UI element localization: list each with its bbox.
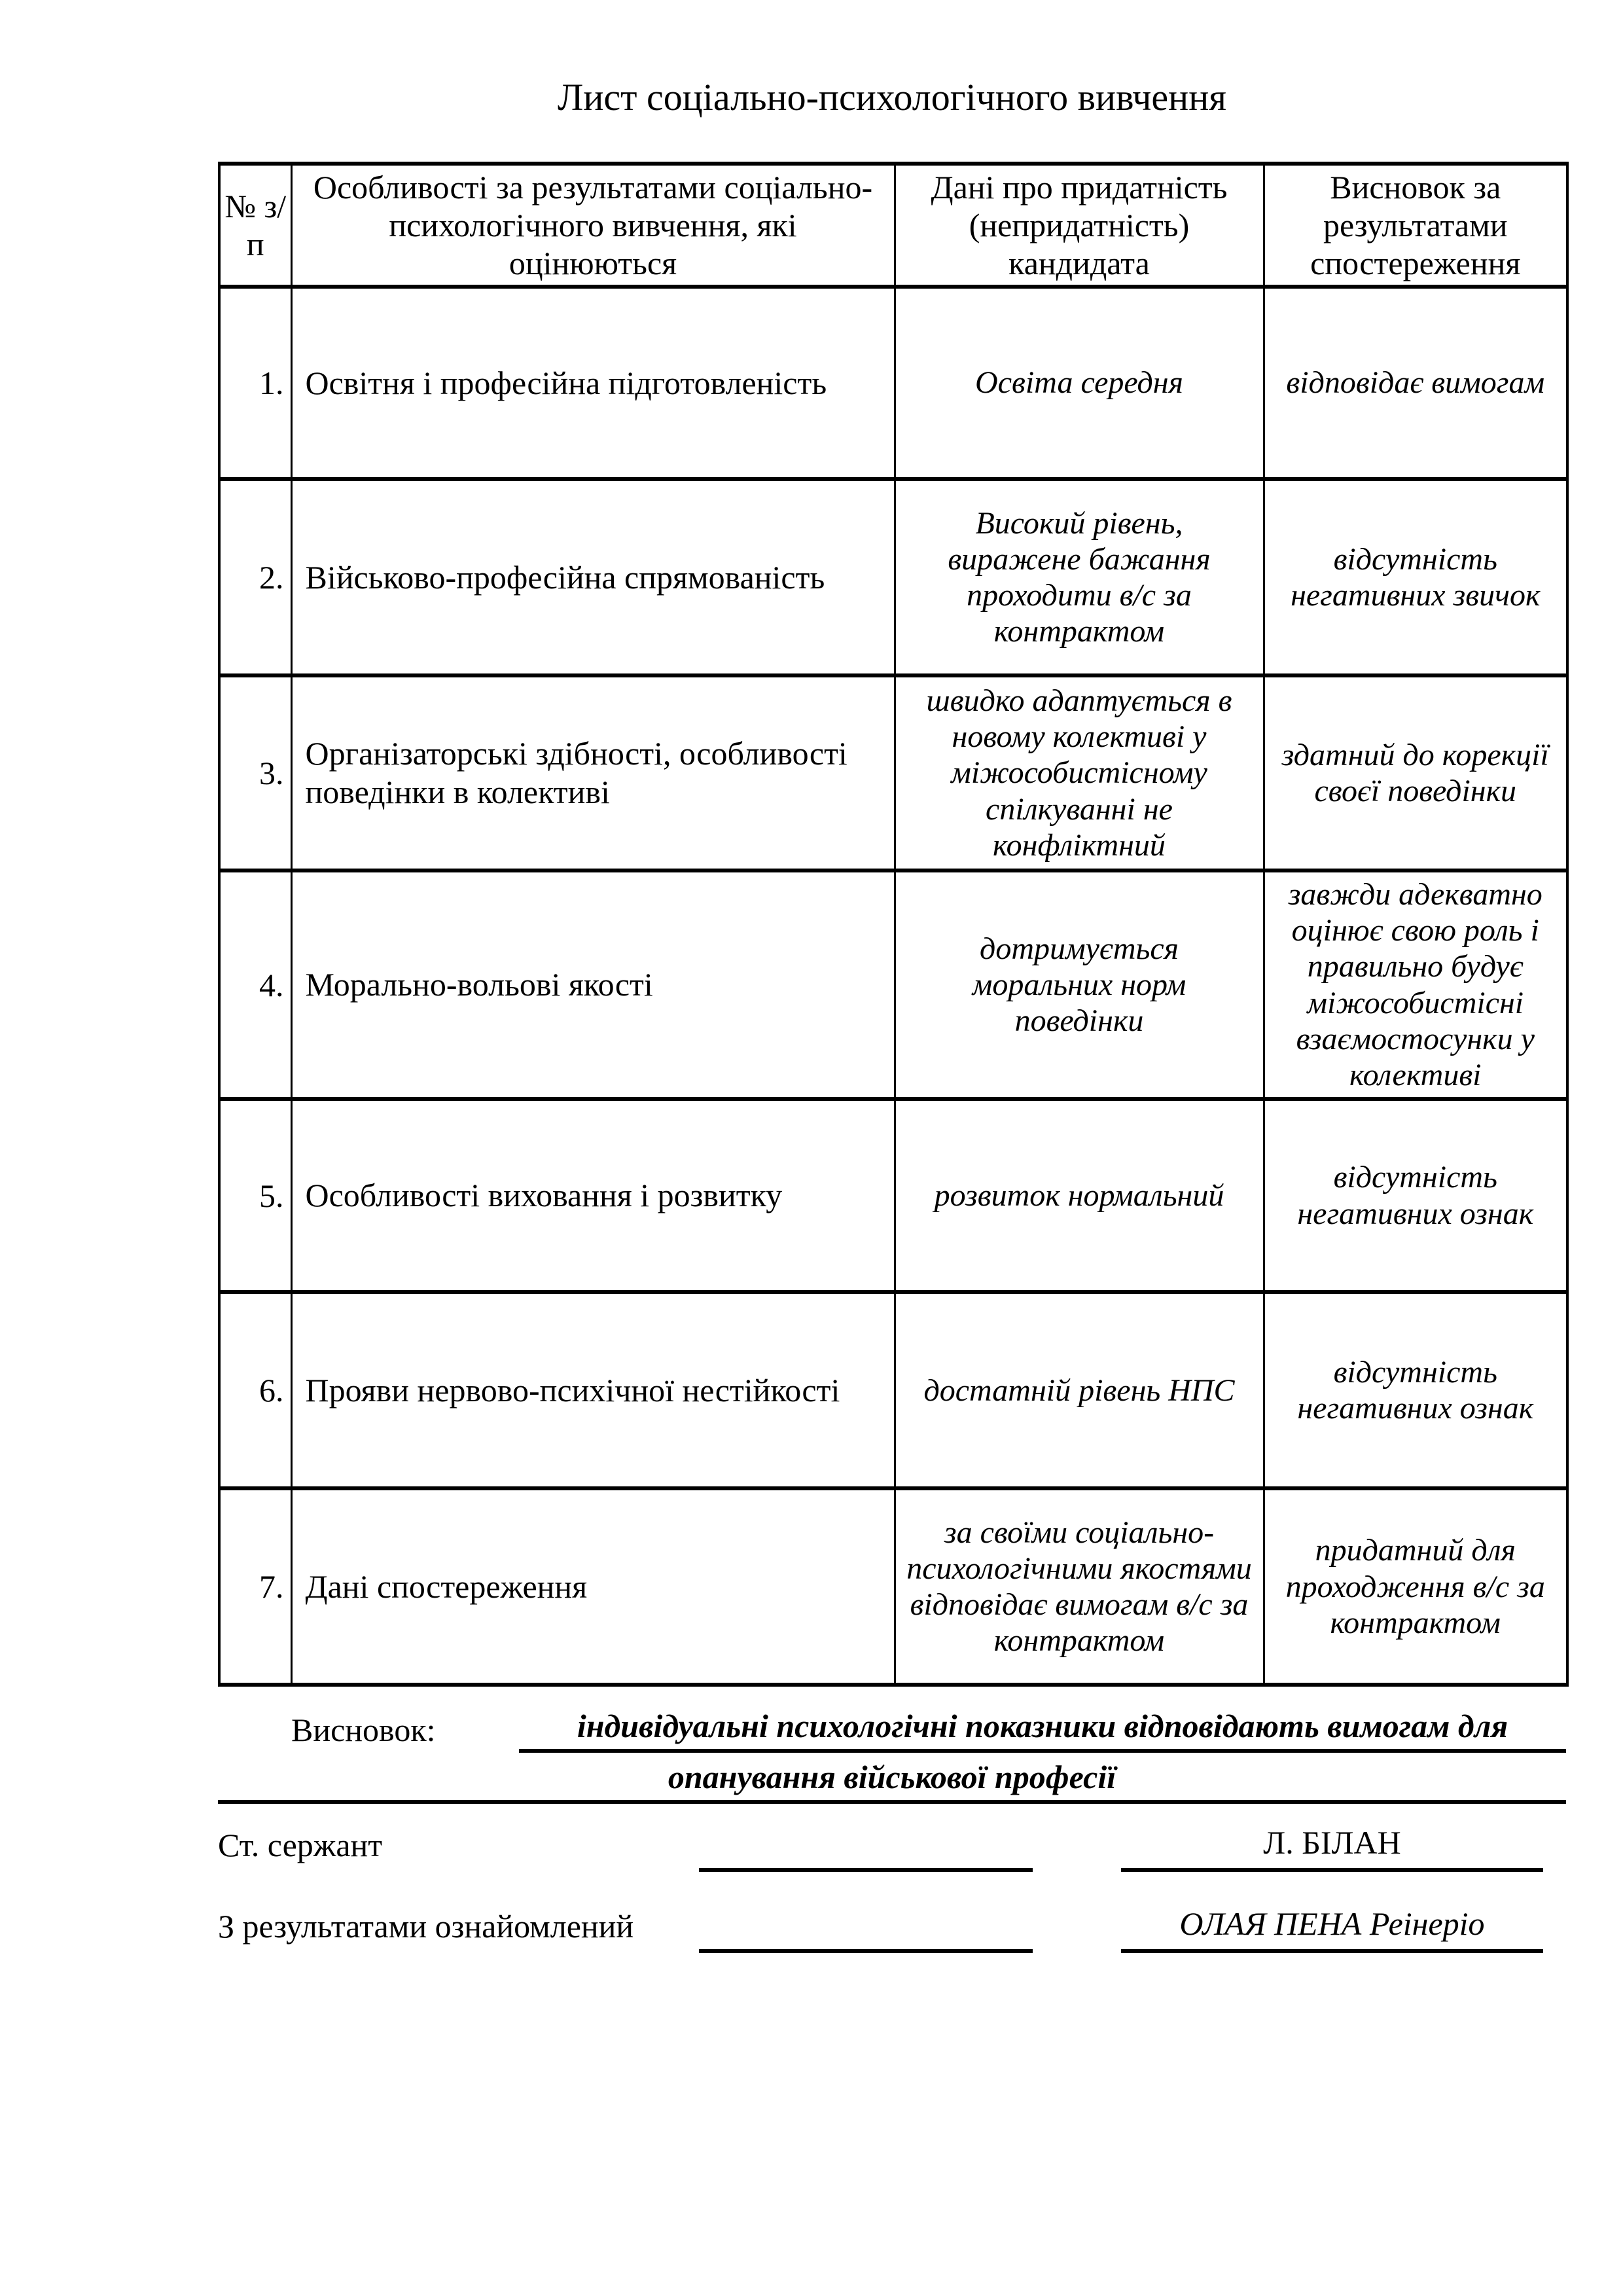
feature-cell: Дані спостереження [291,1488,895,1685]
table-row [219,675,1567,870]
page-title: Лист соціально-психологічного вивчення [558,76,1226,118]
conclusion-section [218,1707,1566,1804]
row-number: 4. [219,870,291,1099]
signature-name-line [1121,1907,1543,1953]
feature-cell: Військово-професійна спрямованість [291,479,895,675]
row-number: 5. [219,1099,291,1292]
row-number: 2. [219,479,291,675]
data-cell: достатній рівень НПС [895,1292,1264,1488]
data-cell: швидко адаптується в новому колективі у міжособистісному спілкуванні не конфліктний [895,675,1264,870]
row-number: 6. [219,1292,291,1488]
feature-cell: Освітня і професійна підготовленість [291,287,895,479]
header-conclusion: Висновок за результатами спостереження [1264,164,1567,287]
signature-blank-line [699,1826,1033,1872]
data-cell: дотримується моральних норм поведінки [895,870,1264,1099]
feature-cell: Прояви нервово-психічної нестійкості [291,1292,895,1488]
data-cell: розвиток нормальний [895,1099,1264,1292]
signature-name: Л. БІЛАН [1263,1824,1401,1861]
header-suitability: Дані про придатність (непридатність) кандидата [895,164,1264,287]
table-header-row [219,164,1567,287]
row-number: 1. [219,287,291,479]
data-cell: за своїми соціально-психологічними якостями відповідає вимогам в/с за контрактом [895,1488,1264,1685]
conclusion-text-line1: індивідуальні психологічні показники відповідають вимогам для [519,1707,1566,1753]
signature-label: З результатами ознайомлений [218,1908,634,1945]
table-row [219,287,1567,479]
signature-blank-line [699,1907,1033,1953]
conclusion-cell: відсутність негативних ознак [1264,1292,1567,1488]
table-row [219,870,1567,1099]
feature-cell: Особливості виховання і розвитку [291,1099,895,1292]
study-table [218,162,1569,1687]
data-cell: Освіта середня [895,287,1264,479]
table-row [219,1488,1567,1685]
table-row [219,479,1567,675]
feature-cell: Організаторські здібності, особливості поведінки в колективі [291,675,895,870]
conclusion-cell: придатний для проходження в/с за контрактом [1264,1488,1567,1685]
signature-row-acknowledged [218,1905,1566,1953]
signature-name-line [1121,1826,1543,1872]
table-row [219,1099,1567,1292]
header-features: Особливості за результатами соціально-психологічного вивчення, які оцінюються [291,164,895,287]
row-number: 3. [219,675,291,870]
signature-name: ОЛАЯ ПЕНА Реінеріо [1179,1905,1485,1942]
conclusion-label: Висновок: [291,1712,436,1748]
conclusion-cell: відсутність негативних звичок [1264,479,1567,675]
feature-cell: Морально-вольові якості [291,870,895,1099]
signature-row-sergeant [218,1824,1566,1872]
row-number: 7. [219,1488,291,1685]
conclusion-cell: завжди адекватно оцінює свою роль і правильно будує міжособистісні взаємостосунки у колективі [1264,870,1567,1099]
data-cell: Високий рівень, виражене бажання проходити в/с за контрактом [895,479,1264,675]
conclusion-cell: відповідає вимогам [1264,287,1567,479]
table-row [219,1292,1567,1488]
conclusion-text-line2: опанування військової професії [218,1753,1566,1804]
conclusion-cell: відсутність негативних ознак [1264,1099,1567,1292]
conclusion-cell: здатний до корекції своєї поведінки [1264,675,1567,870]
signature-label: Ст. сержант [218,1827,383,1863]
header-num: № з/п [219,164,291,287]
